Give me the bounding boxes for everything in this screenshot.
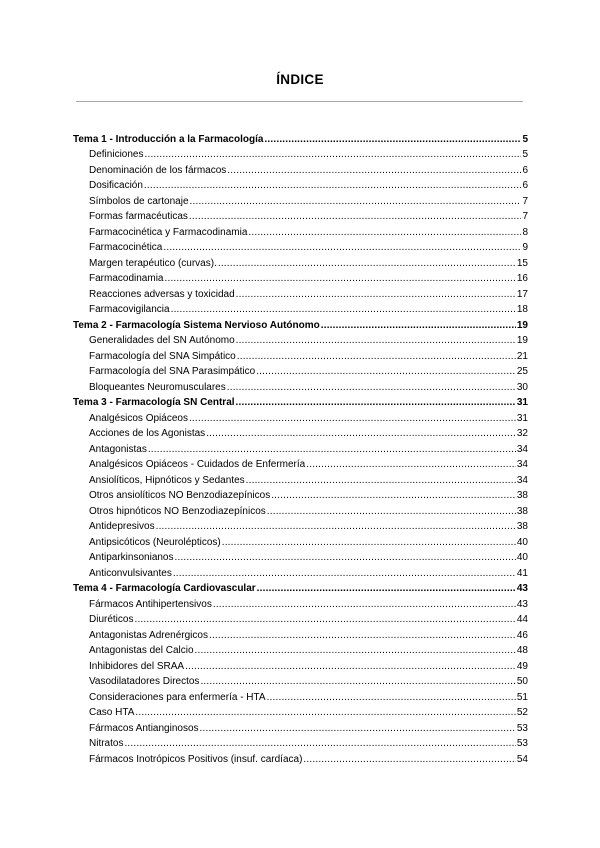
toc-entry-page-number: 44	[516, 614, 528, 625]
toc-entry-page-number: 15	[516, 257, 528, 269]
toc-section-entry[interactable]	[73, 595, 528, 611]
toc-section-entry[interactable]	[73, 363, 528, 379]
toc-section-entry[interactable]	[73, 440, 528, 456]
toc-section-entry[interactable]	[73, 161, 528, 177]
toc-entry-page-number: 40	[516, 552, 528, 563]
toc-chapter-entry[interactable]	[73, 580, 528, 596]
toc-section-entry[interactable]	[73, 487, 528, 503]
toc-entry-page-number: 38	[516, 490, 528, 501]
dot-leader	[148, 444, 516, 456]
dot-leader	[222, 537, 516, 549]
dot-leader	[190, 196, 522, 208]
toc-section-entry[interactable]	[73, 750, 528, 766]
dot-leader	[189, 211, 522, 223]
dot-leader	[246, 475, 516, 487]
toc-section-entry[interactable]	[73, 425, 528, 441]
toc-section-entry[interactable]	[73, 177, 528, 193]
dot-leader	[256, 366, 516, 378]
dot-leader	[164, 273, 515, 285]
dot-leader	[321, 320, 516, 332]
toc-entry-label: Denominación de los fármacos	[89, 164, 227, 176]
dot-leader	[124, 738, 515, 750]
toc-section-entry[interactable]	[73, 378, 528, 394]
title-divider	[76, 101, 523, 102]
dot-leader	[236, 335, 516, 347]
toc-entry-label: Anticonvulsivantes	[89, 567, 172, 579]
page-title: ÍNDICE	[276, 72, 324, 87]
toc-entry-label: Antagonistas Adrenérgicos	[89, 629, 208, 641]
toc-entry-page-number: 5	[522, 149, 528, 160]
dot-leader	[144, 180, 522, 192]
toc-entry-label: Bloqueantes Neuromusculares	[89, 381, 226, 393]
toc-entry-page-number: 48	[516, 645, 528, 656]
toc-entry-label: Farmacocinética	[89, 242, 163, 253]
toc-entry-page-number: 5	[522, 133, 528, 145]
toc-section-entry[interactable]	[73, 533, 528, 549]
toc-entry-page-number: 40	[516, 536, 528, 548]
toc-entry-page-number: 53	[516, 738, 528, 749]
toc-entry-page-number: 52	[516, 707, 528, 718]
toc-entry-label: Consideraciones para enfermería - HTA	[89, 691, 266, 703]
dot-leader	[306, 459, 516, 471]
toc-entry-label: Antidepresivos	[89, 521, 155, 532]
dot-leader	[236, 397, 516, 409]
toc-entry-page-number: 21	[516, 350, 528, 362]
toc-section-entry[interactable]	[73, 502, 528, 518]
toc-section-entry[interactable]	[73, 642, 528, 658]
toc-entry-label: Fármacos Inotrópicos Positivos (insuf. cardíaca)	[89, 753, 303, 765]
toc-entry-page-number: 25	[516, 366, 528, 377]
toc-entry-label: Antiparkinsonianos	[89, 552, 174, 563]
toc-section-entry[interactable]	[73, 657, 528, 673]
toc-section-entry[interactable]	[73, 626, 528, 642]
toc-entry-label: Ansiolíticos, Hipnóticos y Sedantes	[89, 474, 245, 486]
toc-entry-page-number: 6	[522, 164, 528, 176]
toc-entry-label: Analgésicos Opiáceos	[89, 412, 188, 424]
toc-entry-page-number: 41	[516, 567, 528, 579]
toc-entry-label: Farmacología del SNA Simpático	[89, 350, 236, 362]
toc-entry-label: Margen terapéutico (curvas).	[89, 257, 217, 269]
dot-leader	[267, 506, 516, 518]
toc-entry-label: Caso HTA	[89, 707, 135, 718]
toc-section-entry[interactable]	[73, 704, 528, 720]
toc-entry-page-number: 53	[516, 722, 528, 734]
toc-section-entry[interactable]	[73, 223, 528, 239]
toc-entry-label: Símbolos de cartonaje	[89, 195, 189, 207]
toc-entry-label: Formas farmacéuticas	[89, 211, 188, 222]
toc-entry-label: Analgésicos Opiáceos - Cuidados de Enfermería	[89, 459, 306, 470]
dot-leader	[236, 289, 516, 301]
dot-leader	[237, 351, 516, 363]
toc-entry-label: Vasodilatadores Directos	[89, 676, 200, 687]
toc-entry-label: Antipsicóticos (Neurolépticos)	[89, 536, 221, 548]
dot-leader	[227, 165, 521, 177]
dot-leader	[135, 707, 515, 719]
toc-entry-page-number: 38	[516, 521, 528, 532]
toc-section-entry[interactable]	[73, 518, 528, 534]
dot-leader	[175, 552, 516, 564]
toc-section-entry[interactable]	[73, 549, 528, 565]
dot-leader	[218, 258, 516, 270]
toc-section-entry[interactable]	[73, 564, 528, 580]
dot-leader	[257, 583, 516, 595]
toc-entry-label: Definiciones	[89, 149, 144, 160]
toc-entry-page-number: 34	[516, 459, 528, 470]
dot-leader	[171, 304, 516, 316]
dot-leader	[144, 149, 521, 161]
toc-section-entry[interactable]	[73, 409, 528, 425]
toc-section-entry[interactable]	[73, 719, 528, 735]
toc-entry-page-number: 16	[516, 273, 528, 284]
toc-entry-page-number: 32	[516, 428, 528, 439]
toc-section-entry[interactable]	[73, 208, 528, 224]
toc-section-entry[interactable]	[73, 254, 528, 270]
toc-entry-page-number: 19	[516, 319, 528, 331]
toc-section-entry[interactable]	[73, 688, 528, 704]
dot-leader	[227, 382, 516, 394]
toc-section-entry[interactable]	[73, 673, 528, 689]
dot-leader	[200, 723, 516, 735]
dot-leader	[267, 692, 516, 704]
toc-entry-page-number: 9	[522, 242, 528, 253]
toc-section-entry[interactable]	[73, 270, 528, 286]
toc-entry-page-number: 7	[522, 195, 528, 207]
toc-entry-label: Antagonistas del Calcio	[89, 645, 194, 656]
dot-leader	[173, 568, 516, 580]
dot-leader	[209, 630, 516, 642]
toc-entry-label: Tema 2 - Farmacología Sistema Nervioso Autónomo	[73, 319, 320, 331]
toc-section-entry[interactable]	[73, 332, 528, 348]
toc-section-entry[interactable]	[73, 239, 528, 255]
dot-leader	[134, 614, 515, 626]
toc-section-entry[interactable]	[73, 611, 528, 627]
dot-leader	[264, 134, 521, 146]
dot-leader	[163, 242, 521, 254]
toc-entry-page-number: 7	[522, 211, 528, 222]
toc-entry-page-number: 31	[516, 412, 528, 424]
toc-entry-page-number: 8	[522, 226, 528, 238]
toc-entry-label: Otros ansiolíticos NO Benzodiazepínicos	[89, 490, 271, 501]
toc-entry-label: Diuréticos	[89, 614, 134, 625]
dot-leader	[248, 227, 521, 239]
dot-leader	[206, 428, 516, 440]
toc-entry-label: Dosificación	[89, 180, 143, 191]
toc-entry-page-number: 6	[522, 180, 528, 191]
toc-entry-label: Tema 4 - Farmacología Cardiovascular	[73, 583, 256, 594]
toc-entry-label: Farmacología del SNA Parasimpático	[89, 366, 256, 377]
toc-entry-label: Tema 3 - Farmacología SN Central	[73, 397, 235, 408]
toc-entry-page-number: 34	[516, 474, 528, 486]
table-of-contents	[73, 130, 528, 766]
toc-entry-page-number: 19	[516, 335, 528, 346]
toc-entry-label: Tema 1 - Introducción a la Farmacología	[73, 133, 264, 145]
toc-entry-label: Inhibidores del SRAA	[89, 660, 185, 672]
toc-entry-page-number: 50	[516, 676, 528, 687]
dot-leader	[185, 661, 516, 673]
toc-section-entry[interactable]	[73, 347, 528, 363]
dot-leader	[195, 645, 516, 657]
toc-entry-label: Acciones de los Agonistas	[89, 428, 206, 439]
toc-entry-label: Farmacodinamia	[89, 273, 164, 284]
toc-entry-page-number: 43	[516, 598, 528, 610]
dot-leader	[213, 599, 516, 611]
toc-entry-label: Generalidades del SN Autónomo	[89, 335, 235, 346]
toc-entry-label: Fármacos Antianginosos	[89, 722, 199, 734]
toc-entry-page-number: 54	[516, 753, 528, 765]
toc-entry-label: Farmacocinética y Farmacodinamia	[89, 226, 248, 238]
dot-leader	[189, 413, 516, 425]
toc-section-entry[interactable]	[73, 301, 528, 317]
toc-entry-page-number: 46	[516, 629, 528, 641]
toc-entry-page-number: 51	[516, 691, 528, 703]
toc-entry-label: Fármacos Antihipertensivos	[89, 598, 212, 610]
toc-section-entry[interactable]	[73, 735, 528, 751]
toc-chapter-entry[interactable]	[73, 394, 528, 410]
toc-entry-page-number: 43	[516, 583, 528, 594]
dot-leader	[303, 754, 515, 766]
toc-chapter-entry[interactable]	[73, 316, 528, 332]
toc-entry-label: Otros hipnóticos NO Benzodiazepínicos	[89, 505, 266, 517]
toc-entry-page-number: 31	[516, 397, 528, 408]
toc-entry-page-number: 18	[516, 304, 528, 315]
toc-entry-label: Reacciones adversas y toxicidad	[89, 288, 235, 300]
toc-entry-page-number: 34	[516, 443, 528, 455]
toc-section-entry[interactable]	[73, 471, 528, 487]
toc-section-entry[interactable]	[73, 192, 528, 208]
dot-leader	[200, 676, 515, 688]
toc-entry-label: Antagonistas	[89, 443, 147, 455]
dot-leader	[156, 521, 516, 533]
toc-section-entry[interactable]	[73, 456, 528, 472]
toc-entry-page-number: 17	[516, 288, 528, 300]
toc-chapter-entry[interactable]	[73, 130, 528, 146]
toc-entry-page-number: 49	[516, 660, 528, 672]
toc-section-entry[interactable]	[73, 146, 528, 162]
toc-section-entry[interactable]	[73, 285, 528, 301]
toc-entry-label: Farmacovigilancia	[89, 304, 170, 315]
toc-entry-page-number: 30	[516, 381, 528, 393]
toc-entry-label: Nitratos	[89, 738, 124, 749]
dot-leader	[271, 490, 516, 502]
toc-entry-page-number: 38	[516, 505, 528, 517]
